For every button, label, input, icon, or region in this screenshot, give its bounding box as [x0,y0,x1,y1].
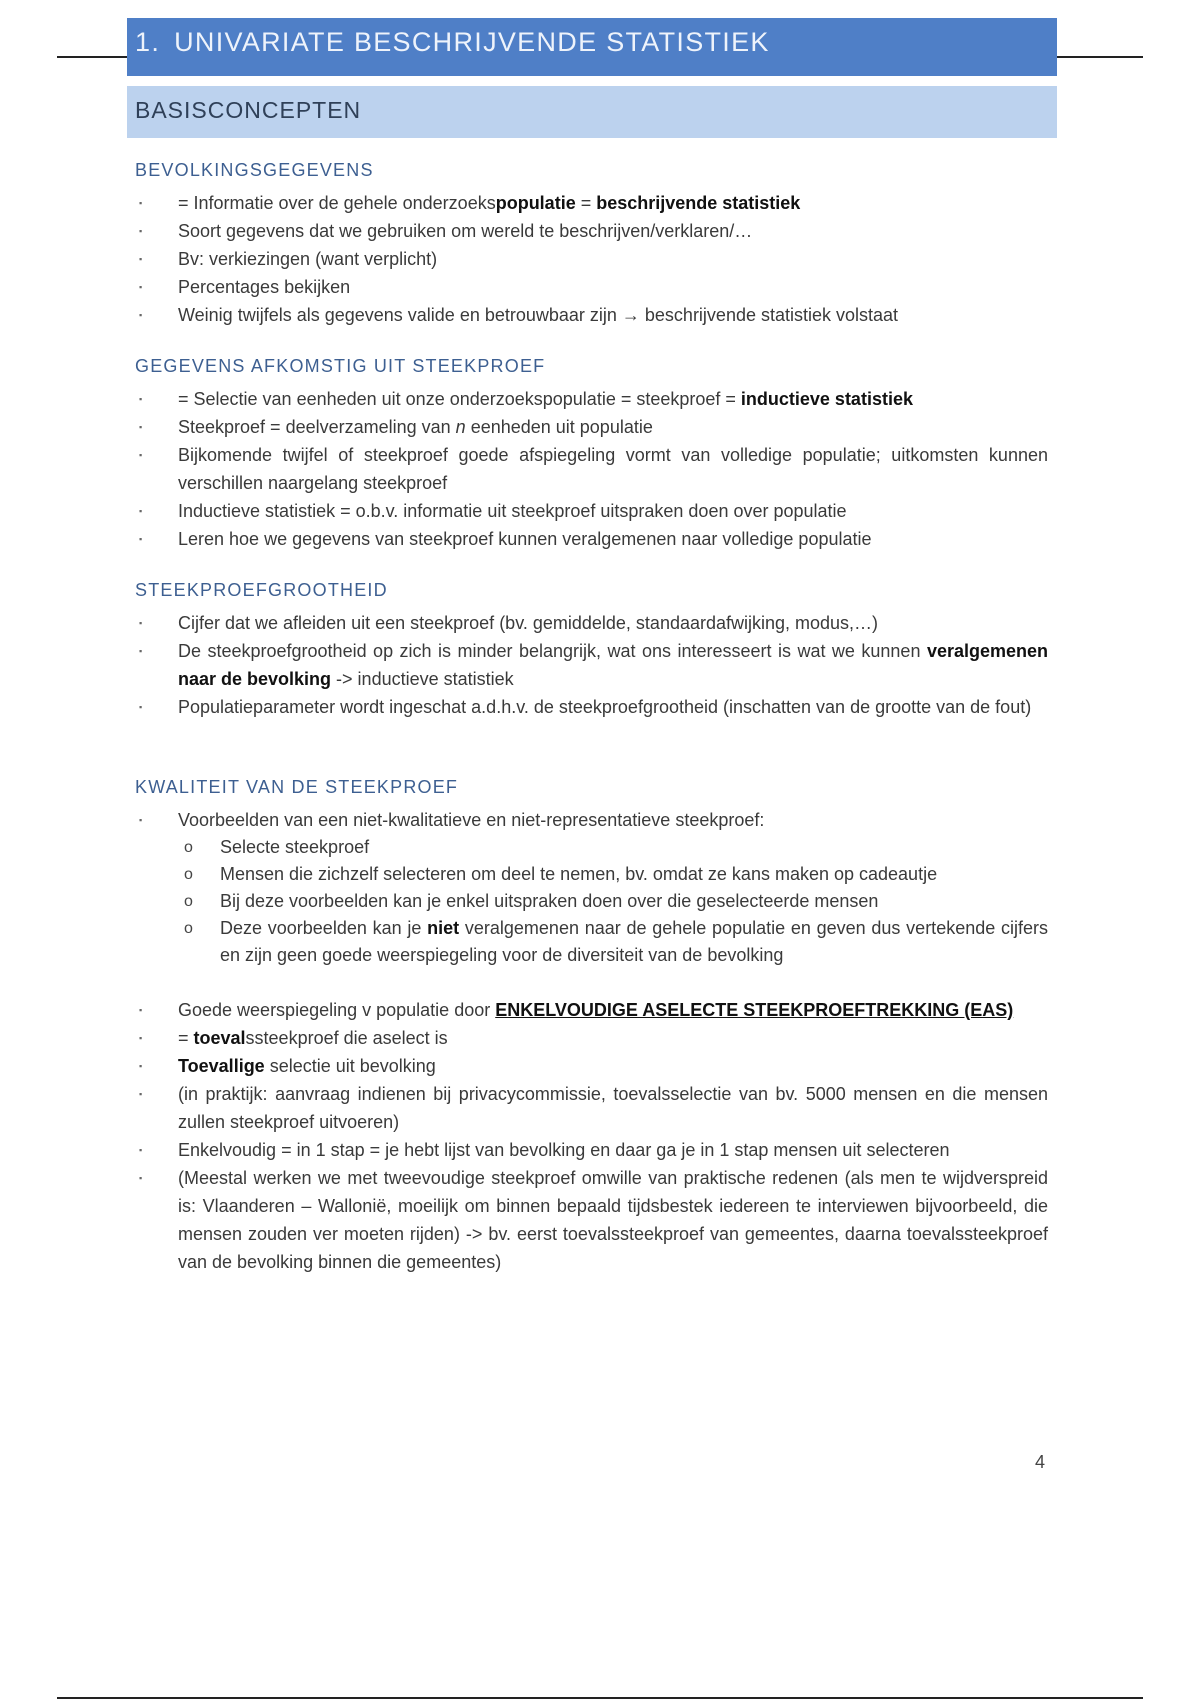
page-number: 4 [1035,1452,1046,1472]
list-item: ▪ Populatieparameter wordt ingeschat a.d.h.v. de steekproefgrootheid (inschatten van de grootte van de fout) [135,693,1048,721]
footer-rule [57,1697,1143,1699]
bullet-list-steekproefgrootheid [135,609,1048,721]
list-item: ▪ Soort gegevens dat we gebruiken om wereld te beschrijven/verklaren/… [135,217,1048,245]
list-item: ▪ Toevallige selectie uit bevolking [135,1052,1048,1080]
bullet-list-eas [135,996,1048,1276]
subheading-steekproef: GEGEVENS AFKOMSTIG UIT STEEKPROEF [135,356,546,376]
list-item: ▪ = Selectie van eenheden uit onze onderzoekspopulatie = steekproef = inductieve statistiek [135,385,1048,413]
list-item: ▪ De steekproefgrootheid op zich is minder belangrijk, wat ons interesseert is wat we kunnen veralgemenen naar de bevolking -> inductieve statistiek [135,637,1048,693]
sub-list-item: o Deze voorbeelden kan je niet veralgemenen naar de gehele populatie en geven dus vertekende cijfers en zijn geen goede weerspiegeling voor de diversiteit van de bevolking [178,915,1048,969]
bullet-list-steekproef [135,385,1048,553]
sub-list-item: o Bij deze voorbeelden kan je enkel uitspraken doen over die geselecteerde mensen [178,888,1048,915]
header-rule-right [1057,56,1143,58]
subheading-steekproefgrootheid: STEEKPROEFGROOTHEID [135,580,388,600]
list-item: ▪ (Meestal werken we met tweevoudige steekproef omwille van praktische redenen (als men te wijdverspreid is: Vlaanderen – Wallonië, moeilijk om binnen bepaald tijdsbestek iedereen te interviewen bijvoorbeeld, die mensen zouden ver moeten rijden) -> bv. eerst toevalssteekproef van gemeentes, daarna toevalssteekproef van de bevolking binnen die gemeentes) [135,1164,1048,1276]
list-item: ▪ Enkelvoudig = in 1 stap = je hebt lijst van bevolking en daar ga je in 1 stap mensen uit selecteren [135,1136,1048,1164]
list-item: ▪ Weinig twijfels als gegevens valide en betrouwbaar zijn → beschrijvende statistiek volstaat [135,301,1048,329]
sub-list-container [135,834,1048,969]
list-item: ▪ Voorbeelden van een niet-kwalitatieve en niet-representatieve steekproef: [135,806,1048,834]
section-heading [127,86,1057,138]
subheading-bevolkingsgegevens: BEVOLKINGSGEGEVENS [135,160,374,180]
list-item: ▪ Steekproef = deelverzameling van n eenheden uit populatie [135,413,1048,441]
list-item: ▪ Inductieve statistiek = o.b.v. informatie uit steekproef uitspraken doen over populatie [135,497,1048,525]
bullet-list-bevolkingsgegevens [135,189,1048,329]
chapter-title: UNIVARIATE BESCHRIJVENDE STATISTIEK [174,27,770,57]
list-item: ▪ Goede weerspiegeling v populatie door ENKELVOUDIGE ASELECTE STEEKPROEFTREKKING (EAS) [135,996,1048,1024]
list-item: ▪ = Informatie over de gehele onderzoekspopulatie = beschrijvende statistiek [135,189,1048,217]
header-rule-left [57,56,127,58]
list-item: ▪ Leren hoe we gegevens van steekproef kunnen veralgemenen naar volledige populatie [135,525,1048,553]
chapter-heading [127,18,1057,76]
sub-list-item: o Selecte steekproef [178,834,1048,861]
section-title: BASISCONCEPTEN [135,97,362,123]
bullet-list-kwaliteit [135,806,1048,969]
list-item: ▪ Bijkomende twijfel of steekproef goede afspiegeling vormt van volledige populatie; uitkomsten kunnen verschillen naargelang steekproef [135,441,1048,497]
subheading-kwaliteit: KWALITEIT VAN DE STEEKPROEF [135,777,459,797]
chapter-number: 1. [135,27,161,57]
sub-list-item: o Mensen die zichzelf selecteren om deel te nemen, bv. omdat ze kans maken op cadeautje [178,861,1048,888]
list-item: ▪ (in praktijk: aanvraag indienen bij privacycommissie, toevalsselectie van bv. 5000 mensen en die mensen zullen steekproef uitvoeren) [135,1080,1048,1136]
list-item: ▪ = toevalssteekproef die aselect is [135,1024,1048,1052]
list-item: ▪ Percentages bekijken [135,273,1048,301]
list-item: ▪ Bv: verkiezingen (want verplicht) [135,245,1048,273]
list-item: ▪ Cijfer dat we afleiden uit een steekproef (bv. gemiddelde, standaardafwijking, modus,…) [135,609,1048,637]
sub-list [178,834,1048,969]
